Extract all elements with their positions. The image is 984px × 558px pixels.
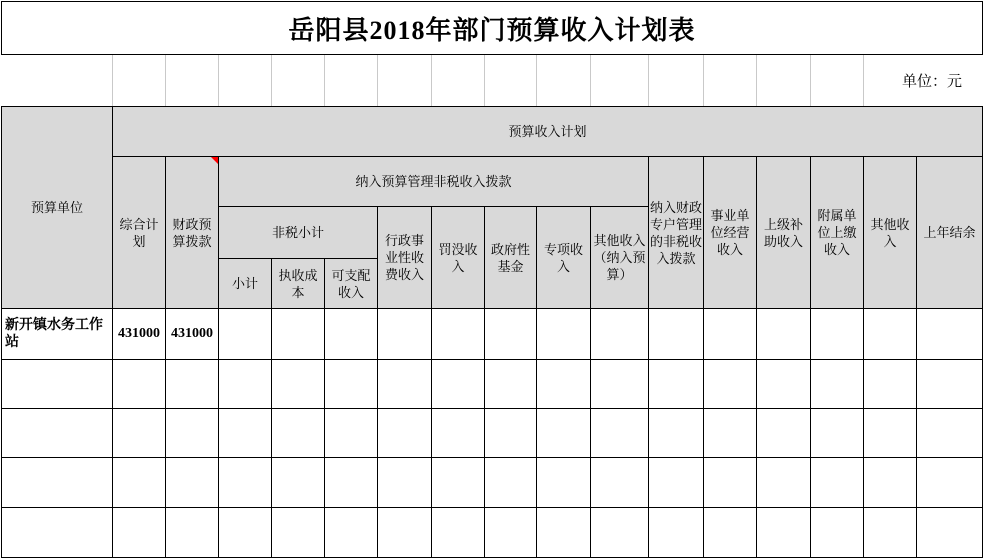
header-prev-year-balance: 上年结余: [917, 157, 983, 309]
table-cell[interactable]: [704, 508, 757, 558]
header-comprehensive-plan: 综合计划: [113, 157, 166, 309]
table-cell[interactable]: [325, 309, 378, 360]
table-cell[interactable]: [757, 409, 811, 458]
table-cell[interactable]: [219, 309, 272, 360]
table-cell[interactable]: [704, 409, 757, 458]
table-cell[interactable]: [537, 409, 591, 458]
header-affiliated-remitted: 附属单位上缴收入: [811, 157, 864, 309]
table-cell[interactable]: [537, 458, 591, 508]
table-cell[interactable]: [917, 409, 983, 458]
grid-cell: [484, 55, 536, 106]
table-cell[interactable]: [378, 458, 432, 508]
header-budget-unit: 预算单位: [2, 107, 113, 309]
grid-cell: [165, 55, 218, 106]
unit-row: [1, 55, 982, 106]
unit-label: 单位：元: [902, 74, 963, 90]
budget-income-table: [1, 106, 983, 558]
table-cell[interactable]: [272, 409, 325, 458]
table-cell[interactable]: [485, 508, 537, 558]
header-other-income-in-budget: 其他收入（纳入预算）: [591, 207, 649, 309]
header-superior-subsidy: 上级补助收入: [757, 157, 811, 309]
table-cell[interactable]: [704, 309, 757, 360]
grid-cell: [703, 55, 756, 106]
grid-cell: [218, 55, 271, 106]
table-cell[interactable]: [166, 508, 219, 558]
header-disposable-income: 可支配收入: [325, 259, 378, 309]
table-cell[interactable]: [757, 360, 811, 409]
table-cell[interactable]: [485, 360, 537, 409]
table-cell[interactable]: [325, 508, 378, 558]
grid-cell: [536, 55, 590, 106]
table-cell[interactable]: [649, 360, 704, 409]
cell-budget-unit[interactable]: 新开镇水务工作站: [2, 309, 113, 360]
header-plan-group: 预算收入计划: [113, 107, 983, 157]
header-operating-income: 事业单位经营收入: [704, 157, 757, 309]
table-cell[interactable]: [485, 309, 537, 360]
table-cell[interactable]: [272, 360, 325, 409]
table-row: [2, 508, 983, 558]
table-cell[interactable]: [811, 360, 864, 409]
table-cell[interactable]: [166, 360, 219, 409]
page-title: 岳阳县2018年部门预算收入计划表: [1, 1, 983, 55]
table-cell[interactable]: [864, 458, 917, 508]
table-cell[interactable]: [537, 508, 591, 558]
table-cell[interactable]: [917, 360, 983, 409]
table-cell[interactable]: [166, 409, 219, 458]
table-cell[interactable]: [917, 458, 983, 508]
table-cell[interactable]: [811, 458, 864, 508]
table-cell[interactable]: [537, 360, 591, 409]
cell-fiscal-appropriation[interactable]: 431000: [166, 309, 219, 360]
table-cell[interactable]: [166, 458, 219, 508]
table-cell[interactable]: [432, 409, 485, 458]
table-cell[interactable]: [704, 360, 757, 409]
header-nontax-in-budget-group: 纳入预算管理非税收入拨款: [219, 157, 649, 207]
table-row: [2, 360, 983, 409]
table-cell[interactable]: [113, 508, 166, 558]
table-cell[interactable]: [704, 458, 757, 508]
table-cell[interactable]: [485, 409, 537, 458]
table-cell[interactable]: [272, 458, 325, 508]
table-cell[interactable]: [272, 309, 325, 360]
header-fiscal-appropriation-label: 财政预算拨款: [172, 216, 212, 249]
header-fiscal-appropriation: [166, 157, 219, 309]
grid-cell: [810, 55, 863, 106]
table-cell[interactable]: [378, 360, 432, 409]
table-cell[interactable]: [432, 309, 485, 360]
table-cell[interactable]: [325, 458, 378, 508]
table-cell[interactable]: [378, 409, 432, 458]
table-cell[interactable]: [378, 508, 432, 558]
table-cell[interactable]: [2, 409, 113, 458]
table-cell[interactable]: [591, 309, 649, 360]
table-cell[interactable]: [219, 360, 272, 409]
table-cell[interactable]: [537, 309, 591, 360]
table-cell[interactable]: [757, 309, 811, 360]
table-cell[interactable]: [325, 409, 378, 458]
table-cell[interactable]: [325, 360, 378, 409]
table-cell[interactable]: [811, 309, 864, 360]
table-cell[interactable]: [219, 409, 272, 458]
table-cell[interactable]: [113, 409, 166, 458]
header-special-income: 专项收入: [537, 207, 591, 309]
header-collection-cost: 执收成本: [272, 259, 325, 309]
table-cell[interactable]: [649, 508, 704, 558]
grid-cell: [590, 55, 648, 106]
table-cell[interactable]: [2, 360, 113, 409]
header-subtotal: 小计: [219, 259, 272, 309]
grid-cell: [377, 55, 431, 106]
header-other-income: 其他收入: [864, 157, 917, 309]
table-row: [2, 309, 983, 360]
header-government-fund: 政府性基金: [485, 207, 537, 309]
table-cell[interactable]: [864, 409, 917, 458]
table-cell[interactable]: [864, 508, 917, 558]
table-cell[interactable]: [591, 508, 649, 558]
table-cell[interactable]: [113, 360, 166, 409]
grid-cell: [271, 55, 324, 106]
table-cell[interactable]: [272, 508, 325, 558]
grid-cell: [1, 55, 112, 106]
table-cell[interactable]: [811, 508, 864, 558]
table-cell[interactable]: [591, 360, 649, 409]
table-row: [2, 458, 983, 508]
table-cell[interactable]: [649, 458, 704, 508]
table-cell[interactable]: [591, 409, 649, 458]
comment-marker-icon: [211, 157, 218, 164]
table-cell[interactable]: [378, 309, 432, 360]
table-cell[interactable]: [219, 458, 272, 508]
grid-cell: [648, 55, 703, 106]
header-nontax-subtotal-group: 非税小计: [219, 207, 378, 259]
header-special-account-nontax: 纳入财政专户管理的非税收入拨款: [649, 157, 704, 309]
table-cell[interactable]: [811, 409, 864, 458]
table-row: [2, 409, 983, 458]
table-cell[interactable]: [432, 508, 485, 558]
grid-cell: [324, 55, 377, 106]
table-cell[interactable]: [864, 309, 917, 360]
header-admin-fee-income: 行政事业性收费收入: [378, 207, 432, 309]
table-cell[interactable]: [2, 458, 113, 508]
cell-comprehensive-plan[interactable]: 431000: [113, 309, 166, 360]
table-cell[interactable]: [432, 360, 485, 409]
header-fines-income: 罚没收入: [432, 207, 485, 309]
table-cell[interactable]: [432, 458, 485, 508]
table-cell[interactable]: [757, 508, 811, 558]
table-cell[interactable]: [485, 458, 537, 508]
grid-cell: [431, 55, 484, 106]
table-cell[interactable]: [917, 309, 983, 360]
table-cell[interactable]: [649, 409, 704, 458]
grid-cell: [756, 55, 810, 106]
table-cell[interactable]: [219, 508, 272, 558]
grid-cell: [112, 55, 165, 106]
table-cell[interactable]: [113, 458, 166, 508]
table-cell[interactable]: [917, 508, 983, 558]
table-cell[interactable]: [2, 508, 113, 558]
table-cell[interactable]: [864, 360, 917, 409]
table-cell[interactable]: [591, 458, 649, 508]
table-cell[interactable]: [757, 458, 811, 508]
table-cell[interactable]: [649, 309, 704, 360]
